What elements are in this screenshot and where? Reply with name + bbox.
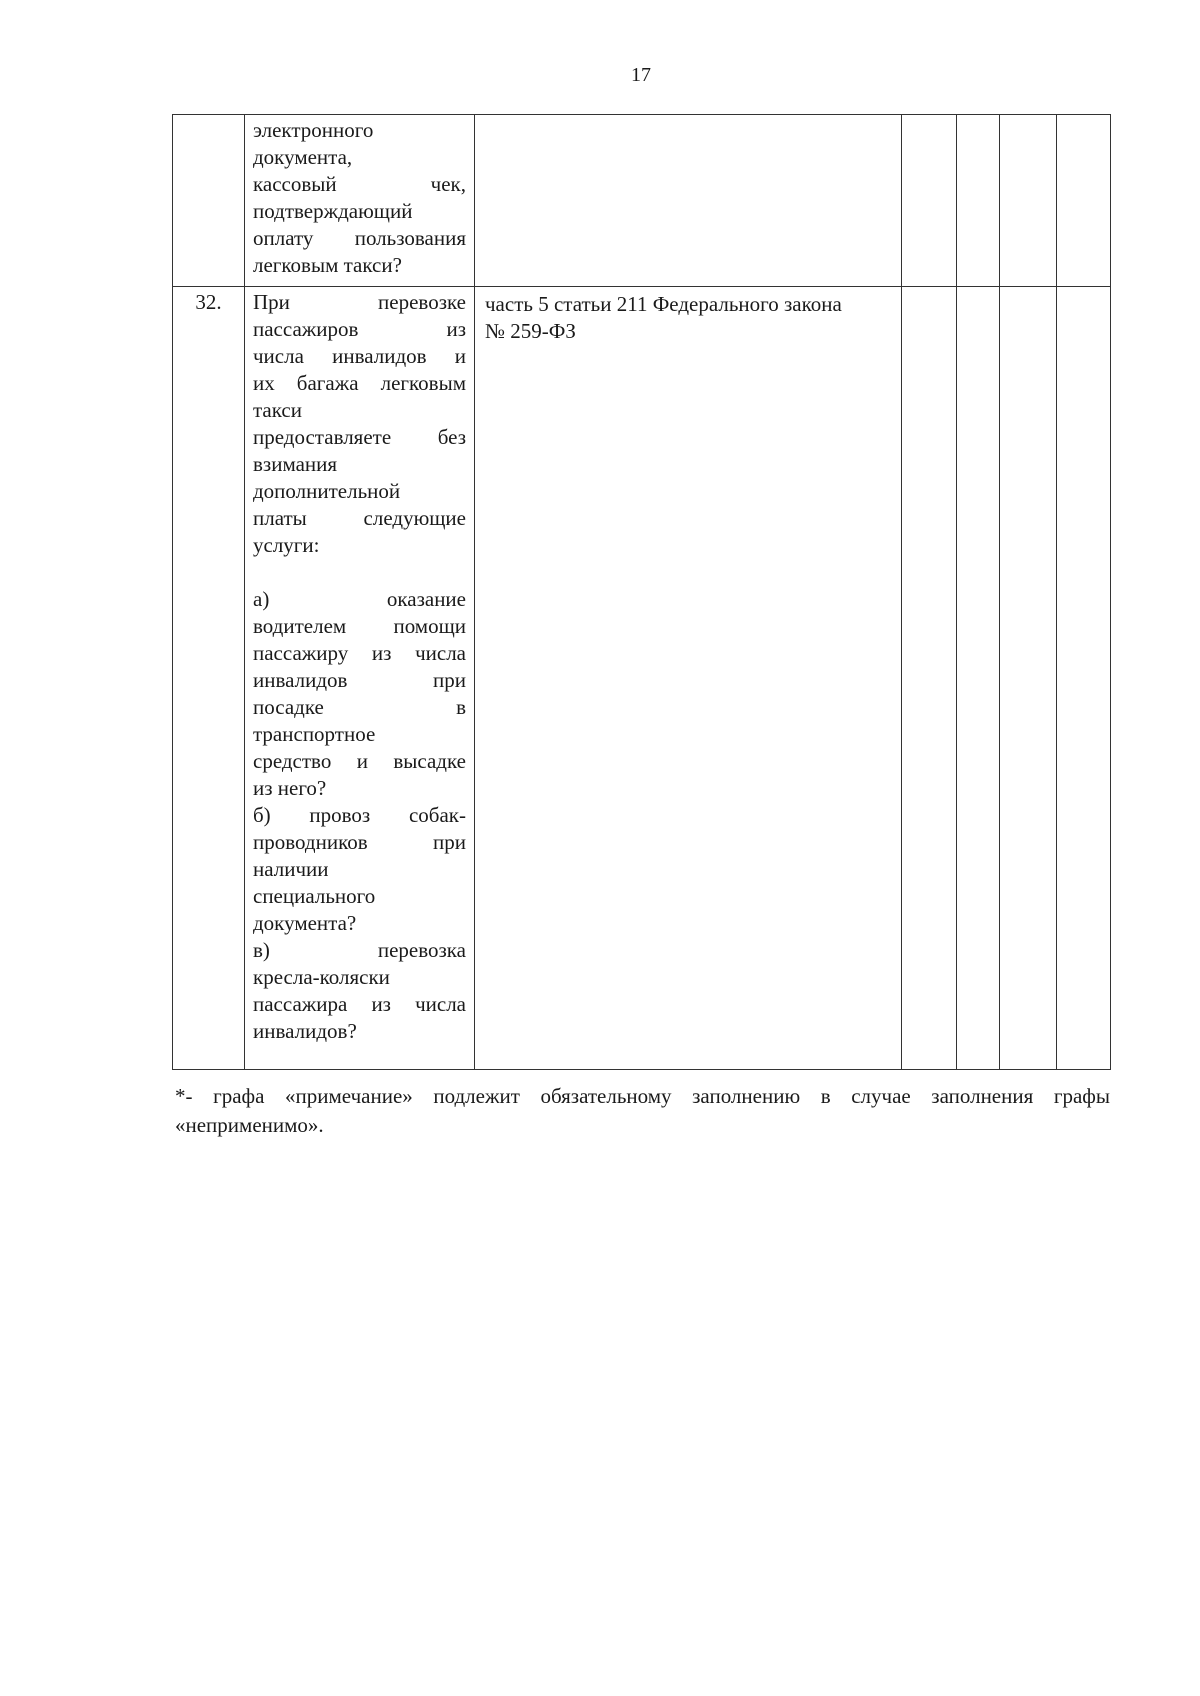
question-line: в) перевозка (253, 938, 466, 962)
note-cell[interactable] (1057, 287, 1111, 1070)
legal-reference-cell (475, 115, 902, 287)
answer-yes-cell[interactable] (902, 287, 957, 1070)
question-line: услуги: (253, 533, 320, 557)
question-line: их багажа легковым (253, 371, 466, 395)
question-cell (245, 287, 475, 1070)
legal-reference-line: № 259-ФЗ (485, 319, 576, 343)
question-line: посадке в (253, 695, 466, 719)
question-line: б) провоз собак- (253, 803, 466, 827)
legal-reference-cell (475, 287, 902, 1070)
answer-not-applicable-cell[interactable] (1000, 287, 1057, 1070)
question-line: специального (253, 884, 376, 908)
answer-yes-cell[interactable] (902, 115, 957, 287)
question-line: средство и высадке (253, 749, 466, 773)
question-line: проводников при (253, 830, 466, 854)
question-line: предоставляете без (253, 425, 466, 449)
question-line: электронного (253, 118, 374, 142)
checklist-table (172, 114, 1111, 1070)
question-line: такси (253, 398, 302, 422)
paragraph-gap (253, 559, 466, 586)
question-line: инвалидов при (253, 668, 466, 692)
question-line: документа? (253, 911, 357, 935)
question-line: а) оказание (253, 587, 466, 611)
question-line: кассовый чек, (253, 172, 466, 196)
question-line: легковым такси? (253, 253, 402, 277)
table-row (173, 115, 1111, 287)
question-line: наличии (253, 857, 329, 881)
question-line: взимания (253, 452, 338, 476)
question-line: оплату пользования (253, 226, 466, 250)
question-line: документа, (253, 145, 353, 169)
question-line: дополнительной (253, 479, 401, 503)
answer-no-cell[interactable] (957, 287, 1000, 1070)
page-number: 17 (631, 64, 651, 86)
row-number-cell (173, 115, 245, 287)
question-line: платы следующие (253, 506, 466, 530)
question-line: пассажиров из (253, 317, 466, 341)
question-cell (245, 115, 475, 287)
question-line: подтверждающий (253, 199, 413, 223)
note-cell[interactable] (1057, 115, 1111, 287)
question-line: пассажира из числа (253, 992, 466, 1016)
legal-reference-line: часть 5 статьи 211 Федерального закона (485, 292, 842, 316)
question-line: инвалидов? (253, 1019, 357, 1043)
question-line: водителем помощи (253, 614, 466, 638)
answer-no-cell[interactable] (957, 115, 1000, 287)
question-line: пассажиру из числа (253, 641, 466, 665)
question-line: числа инвалидов и (253, 344, 466, 368)
footnote-line: «неприменимо». (175, 1113, 324, 1137)
question-line: кресла-коляски (253, 965, 390, 989)
row-number-cell: 32. (173, 287, 245, 1070)
question-line: При перевозке (253, 290, 466, 314)
footnote-line: *- графа «примечание» подлежит обязательному заполнению в случае заполнения графы (175, 1084, 1110, 1108)
answer-not-applicable-cell[interactable] (1000, 115, 1057, 287)
table-row (173, 287, 1111, 1070)
question-line: из него? (253, 776, 327, 800)
question-line: транспортное (253, 722, 376, 746)
footnote (175, 1082, 1110, 1140)
